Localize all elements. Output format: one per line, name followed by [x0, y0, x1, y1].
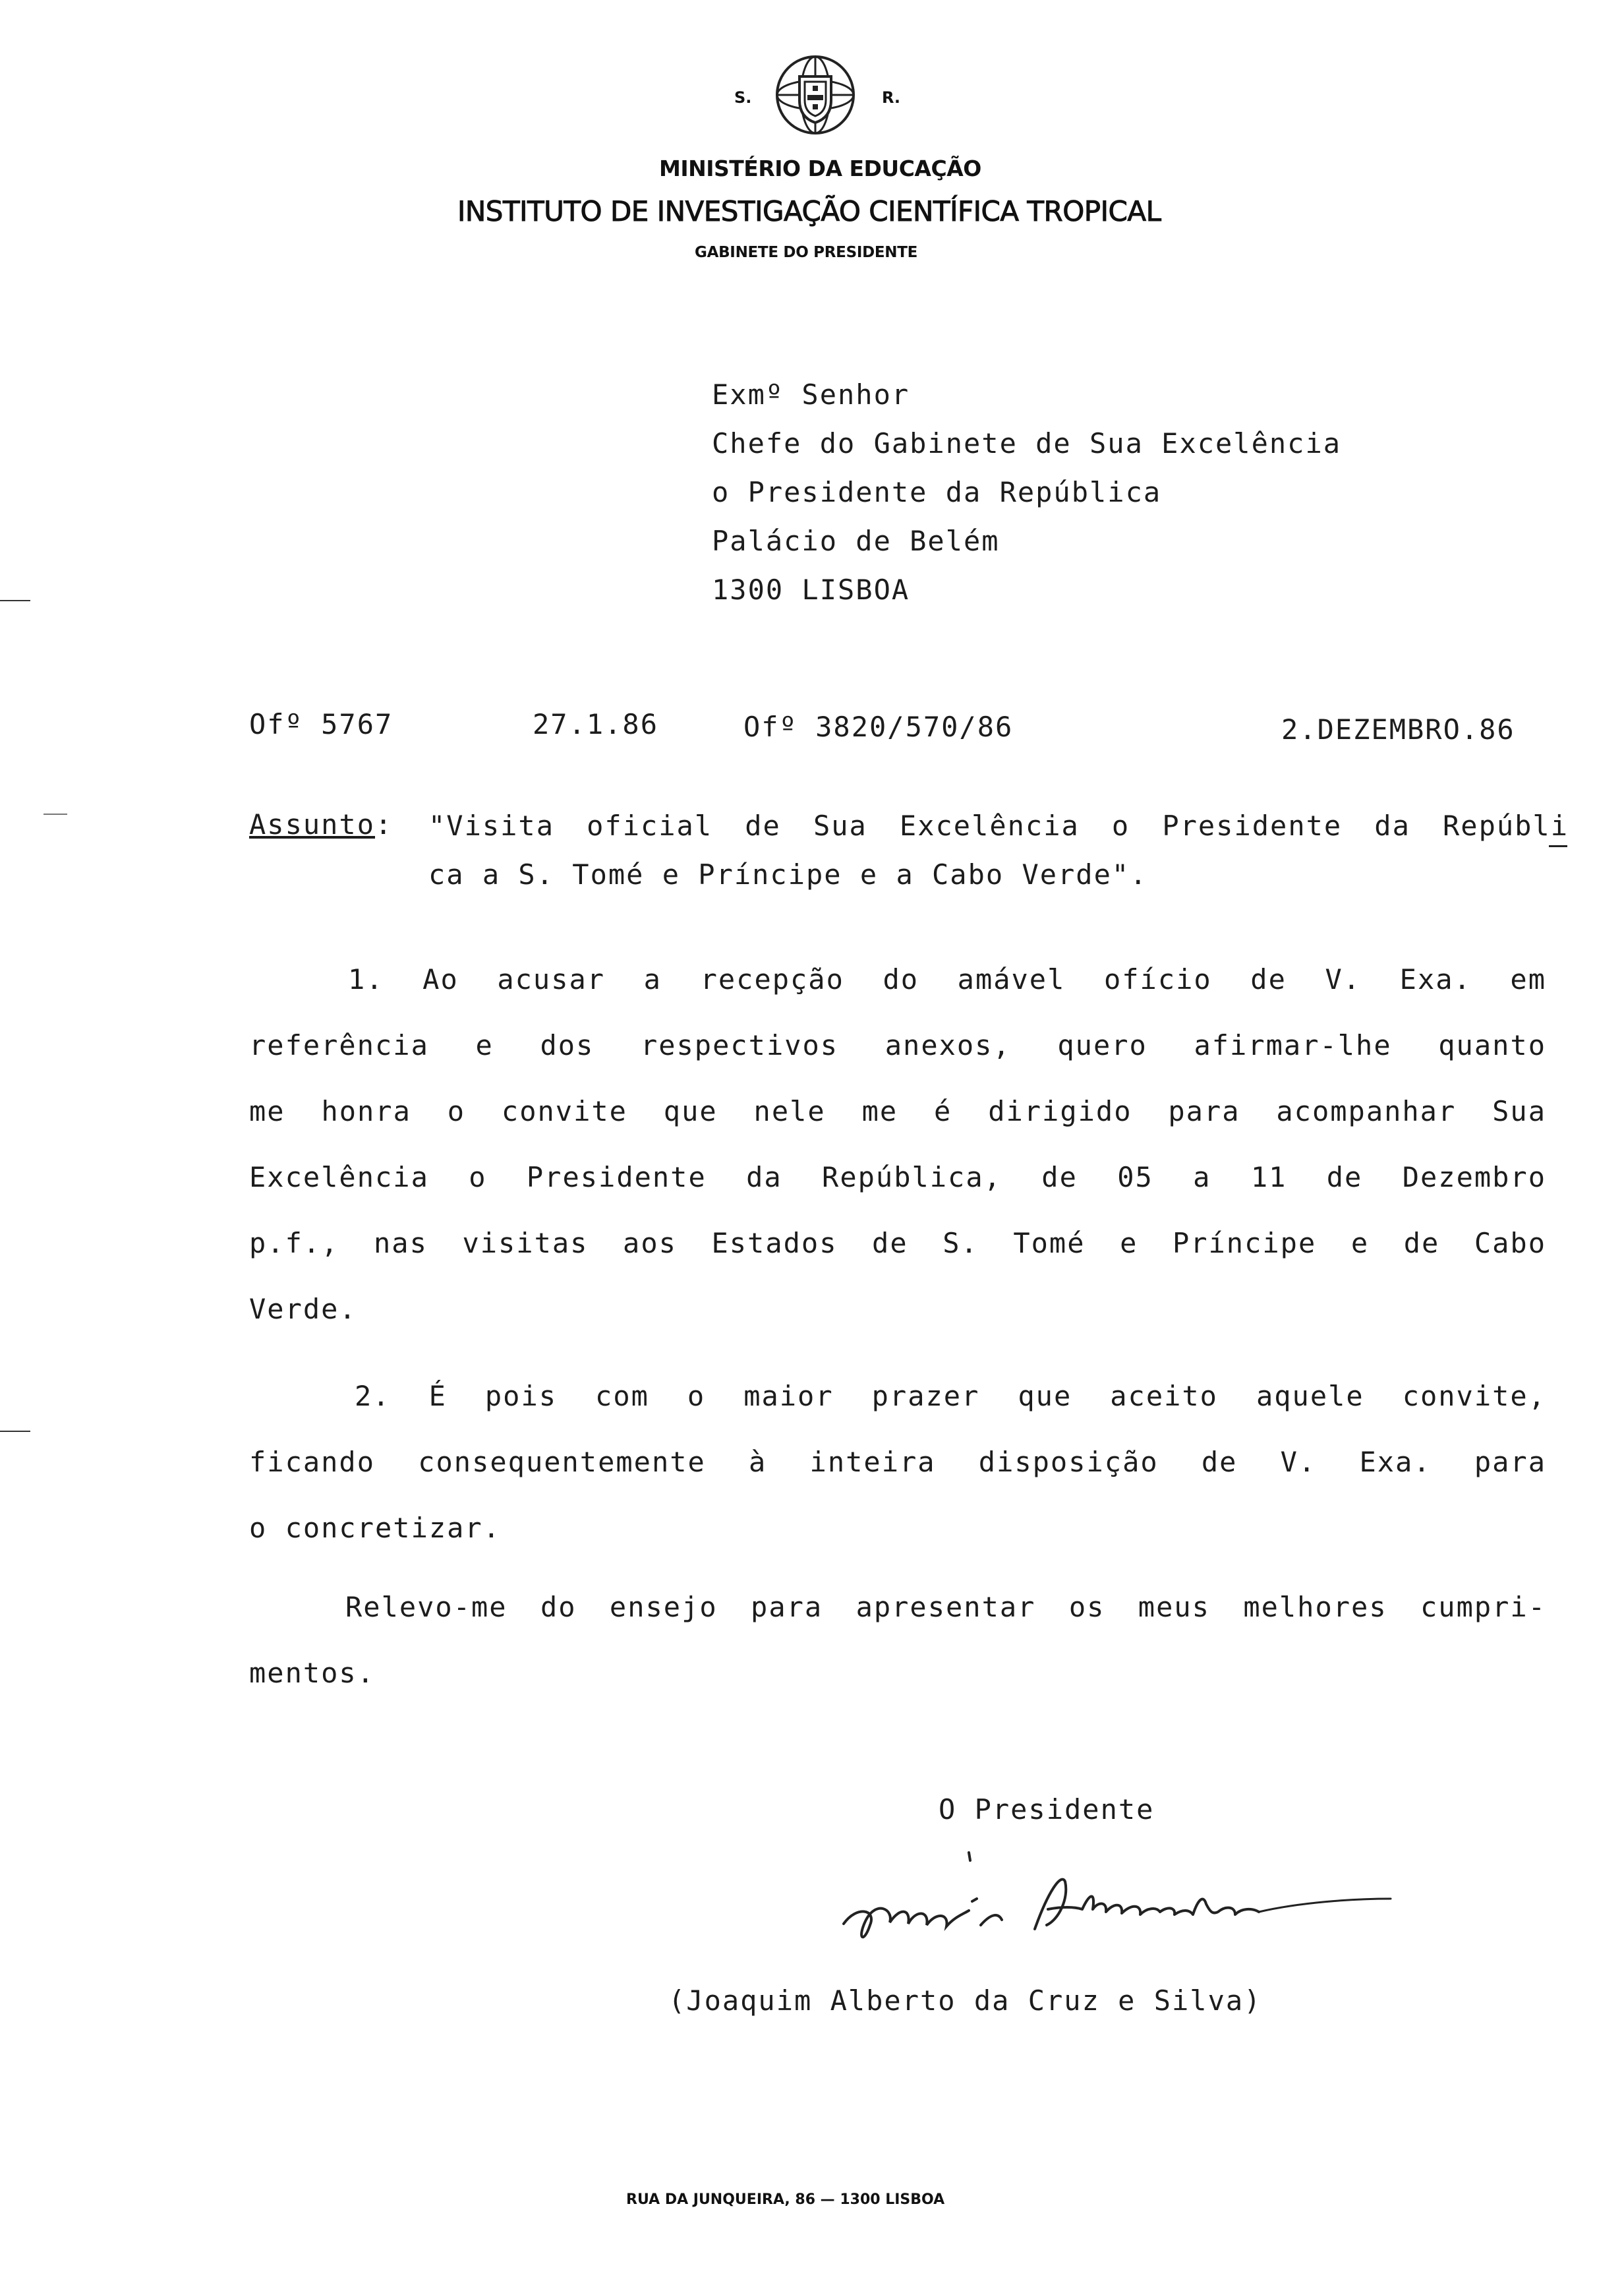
- paragraph-line: me honra o convite que nele me é dirigido para acompanhar Sua: [249, 1095, 1546, 1127]
- their-reference: Ofº 5767: [249, 708, 393, 740]
- paragraph-line: o concretizar.: [249, 1512, 502, 1544]
- footer-address: RUA DA JUNQUEIRA, 86 — 1300 LISBOA: [626, 2191, 945, 2208]
- subject-label-row: Assunto:: [249, 808, 393, 841]
- paragraph-line: 2. É pois com o maior prazer que aceito aquele convite,: [355, 1380, 1546, 1412]
- paragraph-2: [249, 1363, 1546, 1561]
- institute-title: INSTITUTO DE INVESTIGAÇÃO CIENTÍFICA TROPICAL: [457, 195, 1161, 227]
- margin-mark: [0, 600, 30, 601]
- margin-mark: [44, 814, 67, 815]
- our-reference: Ofº 3820/570/86: [743, 711, 1014, 743]
- paragraph-line: referência e dos respectivos anexos, quero afirmar-lhe quanto: [249, 1029, 1546, 1061]
- letter-date: 2.DEZEMBRO.86: [1281, 713, 1515, 746]
- handwritten-signature: [837, 1846, 1404, 1951]
- paragraph-1: [249, 947, 1546, 1342]
- recipient-line: Chefe do Gabinete de Sua Excelência: [712, 427, 1342, 460]
- their-date: 27.1.86: [533, 708, 659, 740]
- paragraph-line: 1. Ao acusar a recepção do amável ofício de V. Exa. em: [348, 963, 1546, 996]
- signatory-name: (Joaquim Alberto da Cruz e Silva): [668, 1984, 1262, 2017]
- margin-mark: [0, 1431, 30, 1432]
- paragraph-line: mentos.: [249, 1657, 376, 1689]
- hyphen-underline: [1549, 845, 1567, 847]
- seal-left-letter: S.: [734, 88, 752, 107]
- paragraph-line: Verde.: [249, 1293, 357, 1325]
- recipient-line: o Presidente da República: [712, 476, 1162, 508]
- subject-line-2: ca a S. Tomé e Príncipe e a Cabo Verde".: [428, 858, 1148, 891]
- paragraph-line: Excelência o Presidente da República, de 05 a 11 de Dezembro: [249, 1161, 1546, 1193]
- recipient-line: Palácio de Belém: [712, 525, 1000, 557]
- coat-of-arms-icon: [774, 54, 856, 136]
- office-title: GABINETE DO PRESIDENTE: [695, 244, 918, 261]
- paragraph-line: ficando consequentemente à inteira disposição de V. Exa. para: [249, 1446, 1546, 1478]
- subject-line-1: "Visita oficial de Sua Excelência o Presidente da Repúbli: [428, 810, 1569, 842]
- recipient-line: Exmº Senhor: [712, 378, 910, 411]
- recipient-block: [712, 378, 1341, 622]
- subject-label: Assunto: [249, 808, 376, 841]
- seal-right-letter: R.: [882, 88, 901, 107]
- closing-paragraph: [249, 1574, 1546, 1706]
- ministry-title: MINISTÉRIO DA EDUCAÇÃO: [659, 156, 981, 181]
- signatory-role: O Presidente: [939, 1793, 1155, 1826]
- paragraph-line: Relevo-me do ensejo para apresentar os meus melhores cumpri-: [345, 1591, 1546, 1623]
- recipient-line: 1300 LISBOA: [712, 574, 910, 606]
- paragraph-line: p.f., nas visitas aos Estados de S. Tomé e Príncipe e de Cabo: [249, 1227, 1546, 1259]
